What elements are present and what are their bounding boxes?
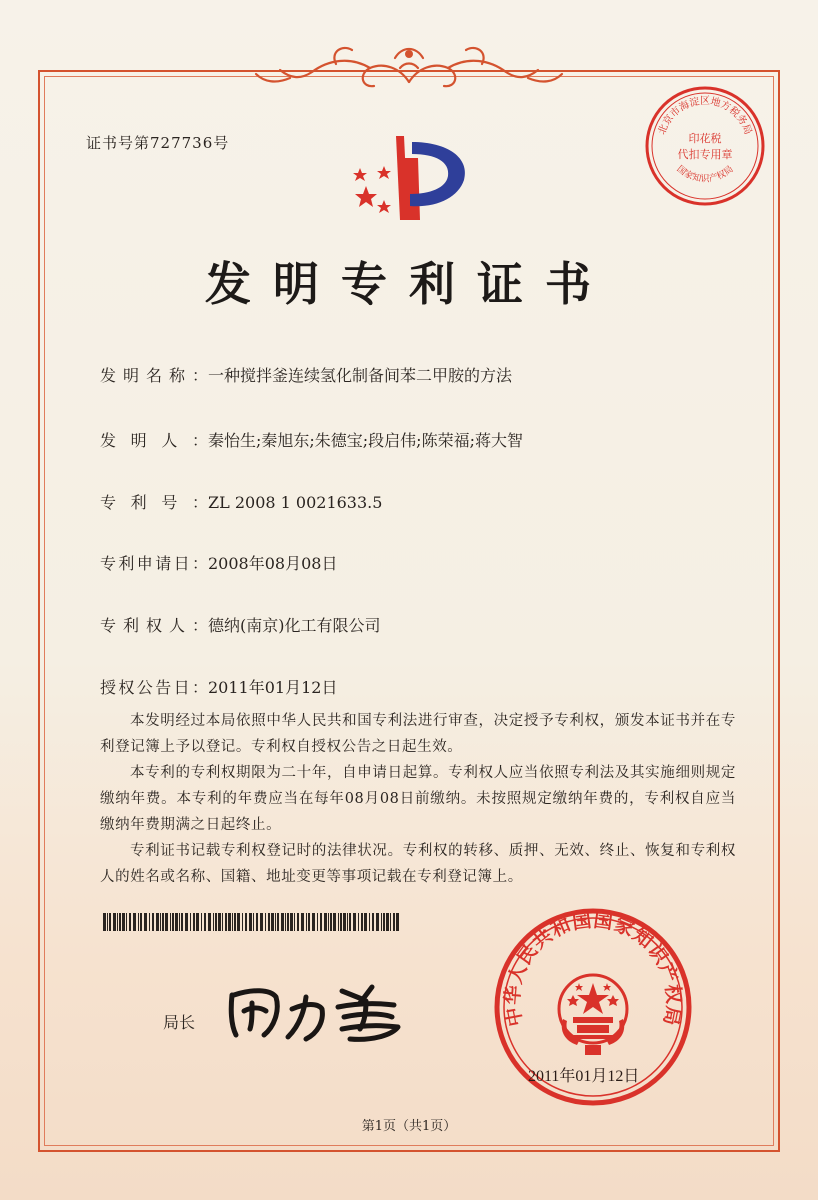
barcode-bar xyxy=(301,913,304,931)
barcode-bar xyxy=(237,913,240,931)
barcode-bar xyxy=(253,913,254,931)
barcode-bar xyxy=(117,913,118,931)
barcode-bar xyxy=(275,913,276,931)
director-title: 局长 xyxy=(163,1013,196,1032)
barcode-bar xyxy=(320,913,322,931)
barcode-bar xyxy=(208,913,211,931)
barcode-bar xyxy=(347,913,348,931)
tax-seal-bottom-text: 国家知识产权局 xyxy=(674,164,736,185)
seal-date: 2011年01月12日 xyxy=(528,1068,640,1085)
field-patentee xyxy=(100,613,381,636)
barcode-bar xyxy=(126,913,127,931)
barcode-bar xyxy=(245,913,247,931)
barcode-bar xyxy=(193,913,195,931)
barcode-bar xyxy=(340,913,342,931)
body-paragraph: 专利证书记载专利权登记时的法律状况。专利权的转移、质押、无效、终止、恢复和专利权人的姓名或名称、国籍、地址变更等事项记载在专利登记簿上。 xyxy=(100,843,736,885)
barcode-bar xyxy=(107,913,108,931)
barcode-bar xyxy=(324,913,327,931)
barcode-bar xyxy=(271,913,274,931)
barcode-bar xyxy=(372,913,374,931)
barcode-bar xyxy=(228,913,231,931)
barcode-bar xyxy=(113,913,116,931)
barcode-bar xyxy=(122,913,125,931)
field-label: 发明名称： xyxy=(100,366,208,385)
barcode-bar xyxy=(328,913,329,931)
barcode-bar xyxy=(222,913,223,931)
svg-text:中华人民共和国国家知识产权局 xyxy=(500,909,685,1028)
tax-seal-ring-text: 北京市海淀区地方税务局 xyxy=(656,96,754,137)
barcode-bar xyxy=(249,913,252,931)
barcode-bar xyxy=(218,913,221,931)
barcode-bar xyxy=(201,913,202,931)
barcode-bar xyxy=(343,913,346,931)
barcode-bar xyxy=(294,913,295,931)
field-inventors xyxy=(100,428,523,451)
field-label: 专利权人： xyxy=(100,616,208,635)
tax-stamp-seal-icon xyxy=(643,84,767,208)
barcode-bar xyxy=(160,913,161,931)
barcode-bar xyxy=(396,913,399,931)
field-application-date xyxy=(100,551,337,574)
barcode-bar xyxy=(381,913,382,931)
barcode-bar xyxy=(170,913,171,931)
barcode-bar xyxy=(277,913,279,931)
barcode-bar xyxy=(383,913,385,931)
svg-text:国家知识产权局 xyxy=(674,164,735,185)
field-value: 德纳(南京)化工有限公司 xyxy=(208,616,381,635)
barcode-bar xyxy=(140,913,142,931)
barcode-bar xyxy=(162,913,164,931)
barcode-bar xyxy=(285,913,286,931)
barcode-bar xyxy=(234,913,236,931)
certificate-body xyxy=(100,708,736,890)
barcode-bar xyxy=(312,913,315,931)
barcode-bar xyxy=(297,913,299,931)
barcode-bar xyxy=(204,913,206,931)
barcode-bar xyxy=(190,913,191,931)
field-value: 秦怡生;秦旭东;朱德宝;段启伟;陈荣福;蒋大智 xyxy=(208,431,523,450)
barcode-bar xyxy=(306,913,307,931)
barcode-bar xyxy=(144,913,147,931)
barcode-bar xyxy=(213,913,214,931)
barcode-bar xyxy=(232,913,233,931)
tax-seal-center-line-1: 印花税 xyxy=(688,132,722,145)
field-value: 2008年08月08日 xyxy=(208,554,338,573)
barcode-bar xyxy=(179,913,180,931)
field-label: 专利申请日： xyxy=(100,554,208,573)
field-value: 2011年01月12日 xyxy=(208,678,338,697)
barcode-bar xyxy=(281,913,284,931)
barcode-bar xyxy=(256,913,258,931)
barcode-bar xyxy=(181,913,183,931)
barcode-bar xyxy=(268,913,270,931)
barcode-bar xyxy=(260,913,263,931)
body-paragraph: 本专利的专利权期限为二十年，自申请日起算。专利权人应当依照专利法及其实施细则规定缴纳年费。本专利的年费应当在每年08月08日前缴纳。未按照规定缴纳年费的，专利权自应当缴纳年费期满之日起终止。 xyxy=(100,765,736,833)
field-grant-date xyxy=(100,675,337,698)
barcode-bar xyxy=(358,913,359,931)
tax-seal-center-line-2: 代扣专用章 xyxy=(677,148,733,161)
director-signature xyxy=(222,975,422,1045)
barcode-bar xyxy=(333,913,336,931)
state-seal-ring-text: 中华人民共和国国家知识产权局 xyxy=(501,909,685,1029)
barcode-bar xyxy=(103,913,106,931)
barcode-bar xyxy=(109,913,111,931)
barcode-bar xyxy=(133,913,136,931)
barcode-bar xyxy=(156,913,159,931)
barcode-bar xyxy=(290,913,293,931)
barcode-bar xyxy=(369,913,370,931)
barcode-bar xyxy=(165,913,168,931)
barcode-bar xyxy=(338,913,339,931)
page-number: 第1页（共1页） xyxy=(361,1119,457,1134)
barcode-bar xyxy=(172,913,174,931)
field-value: 一种搅拌釜连续氢化制备间苯二甲胺的方法 xyxy=(208,366,513,385)
barcode-bar xyxy=(353,913,356,931)
barcode-bar xyxy=(185,913,188,931)
barcode-bar xyxy=(364,913,367,931)
top-ornament-icon xyxy=(250,38,568,94)
barcode-bar xyxy=(175,913,178,931)
field-value: ZL 2008 1 0021633.5 xyxy=(208,493,383,512)
field-label: 授权公告日： xyxy=(100,678,208,697)
field-label: 发明人： xyxy=(100,431,208,450)
barcode-bar xyxy=(242,913,243,931)
barcode-bar xyxy=(330,913,332,931)
field-invention-name xyxy=(100,363,512,386)
barcode-bar xyxy=(225,913,227,931)
barcode-bar xyxy=(138,913,139,931)
barcode-bar xyxy=(390,913,391,931)
barcode-bar xyxy=(152,913,154,931)
certificate-number: 证书号第727736号 xyxy=(86,134,230,152)
body-paragraph: 本发明经过本局依照中华人民共和国专利法进行审查，决定授予专利权，颁发本证书并在专利登记簿上予以登记。专利权自授权公告之日起生效。 xyxy=(100,713,736,755)
field-label: 专利号： xyxy=(100,493,208,512)
barcode-bar xyxy=(386,913,389,931)
barcode-bar xyxy=(317,913,318,931)
patent-office-logo-icon xyxy=(344,128,474,228)
page-title: 发明专利证书 xyxy=(205,257,613,311)
barcode-bar xyxy=(129,913,131,931)
barcode-bar xyxy=(215,913,217,931)
barcode-bar xyxy=(308,913,310,931)
barcode-bar xyxy=(287,913,289,931)
barcode-bar xyxy=(196,913,199,931)
barcode-bar xyxy=(376,913,379,931)
barcode-bar xyxy=(265,913,266,931)
field-patent-number xyxy=(100,490,382,513)
barcode-bar xyxy=(119,913,121,931)
barcode-bar xyxy=(393,913,395,931)
barcode-bar xyxy=(349,913,351,931)
barcode-icon xyxy=(103,913,399,931)
barcode-bar xyxy=(149,913,150,931)
barcode-bar xyxy=(361,913,363,931)
